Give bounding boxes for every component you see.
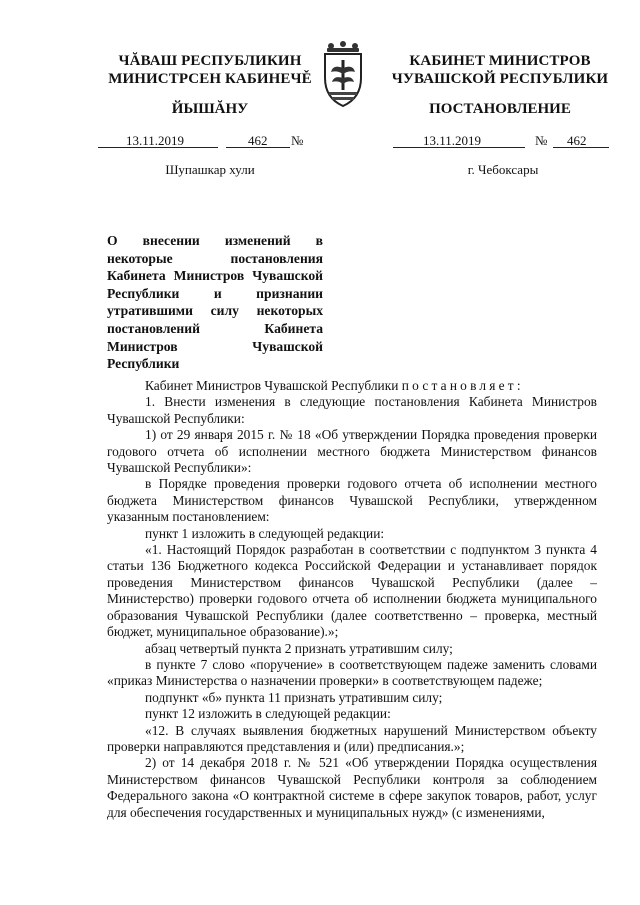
- header-left-line1: ЧĂВАШ РЕСПУБЛИКИН: [118, 53, 302, 69]
- header-left: [100, 52, 320, 88]
- date-right: 13.11.2019: [423, 133, 482, 148]
- body-paragraph: абзац четвертый пункта 2 признать утратившим силу;: [145, 640, 453, 656]
- body-paragraph: в Порядке проведения проверки годового отчета об исполнении местного бюджета Министерством финансов Чувашской Республики, утвержденном указанным постановлением:: [107, 476, 597, 525]
- header-right-line1: КАБИНЕТ МИНИСТРОВ: [409, 53, 591, 69]
- body-paragraph: в пункте 7 слово «поручение» в соответствующем падеже заменить словами «приказ Министерства о назначении проверки» в соответствующем падеже;: [107, 656, 597, 689]
- body-paragraph: 1) от 29 января 2015 г. № 18 «Об утверждении Порядка проведения проверки годового отчета об исполнении местного бюджета Министерством финансов Чувашской Республики»:: [107, 427, 597, 476]
- body-paragraph: пункт 1 изложить в следующей редакции:: [145, 525, 385, 541]
- intro-prefix: Кабинет Министров Чувашской Республики: [145, 378, 402, 393]
- doc-type-chuvash: ЙЫШĂНУ: [171, 101, 249, 117]
- place-russian: г. Чебоксары: [467, 162, 539, 177]
- date-number-right: [393, 133, 613, 151]
- document-title: О внесении изменений в некоторые постановления Кабинета Министров Чувашской Республики и признании утратившими силу некоторых постановлений Кабинета Министров Чувашской Республики: [107, 233, 323, 372]
- date-number-left: [98, 133, 320, 151]
- body-paragraph: подпункт «б» пункта 11 признать утратившим силу;: [145, 689, 443, 705]
- body-paragraph: 1. Внести изменения в следующие постановления Кабинета Министров Чувашской Республики:: [107, 394, 597, 426]
- intro-paragraph: [107, 378, 597, 394]
- intro-verb: постановляет:: [401, 378, 524, 393]
- body-paragraph: пункт 12 изложить в следующей редакции:: [145, 706, 391, 722]
- header-left-line2: МИНИСТРСЕН КАБИНЕЧĚ: [108, 71, 312, 87]
- document-body: [107, 378, 597, 821]
- chuvash-coat-of-arms-icon: [319, 40, 367, 112]
- header-right: [390, 52, 610, 88]
- number-sign-left: №: [291, 133, 304, 148]
- body-paragraph: 2) от 14 декабря 2018 г. № 521 «Об утверждении Порядка осуществления Министерством финансов Чувашской Республики контроля за соблюдением Федерального закона «О контрактной системе в сфере закупок товаров, работ, услуг для обеспечения государственных и муниципальных нужд» (с изменениями,: [107, 755, 597, 820]
- header-right-line2: ЧУВАШСКОЙ РЕСПУБЛИКИ: [391, 71, 609, 87]
- number-left: 462: [248, 133, 268, 148]
- doc-type-russian: ПОСТАНОВЛЕНИЕ: [429, 101, 571, 117]
- body-paragraph: «12. В случаях выявления бюджетных нарушений Министерством объекту проверки направляются представления и (или) предписания.»;: [107, 722, 597, 754]
- date-left: 13.11.2019: [126, 133, 185, 148]
- number-right: 462: [567, 133, 587, 148]
- number-sign-right: №: [535, 133, 548, 148]
- place-chuvash: Шупашкар хули: [165, 162, 255, 177]
- body-paragraph: «1. Настоящий Порядок разработан в соответствии с подпунктом 3 пункта 4 статьи 136 Бюджетного кодекса Российской Федерации и устанавливает порядок проведения Министерством финансов Чувашской Республики (далее – Министерство) проверки годового отчета об исполнении бюджета муниципального образования Чувашской Республики (далее соответственно – проверка, местный бюджет, муниципальное образование).»;: [107, 542, 597, 640]
